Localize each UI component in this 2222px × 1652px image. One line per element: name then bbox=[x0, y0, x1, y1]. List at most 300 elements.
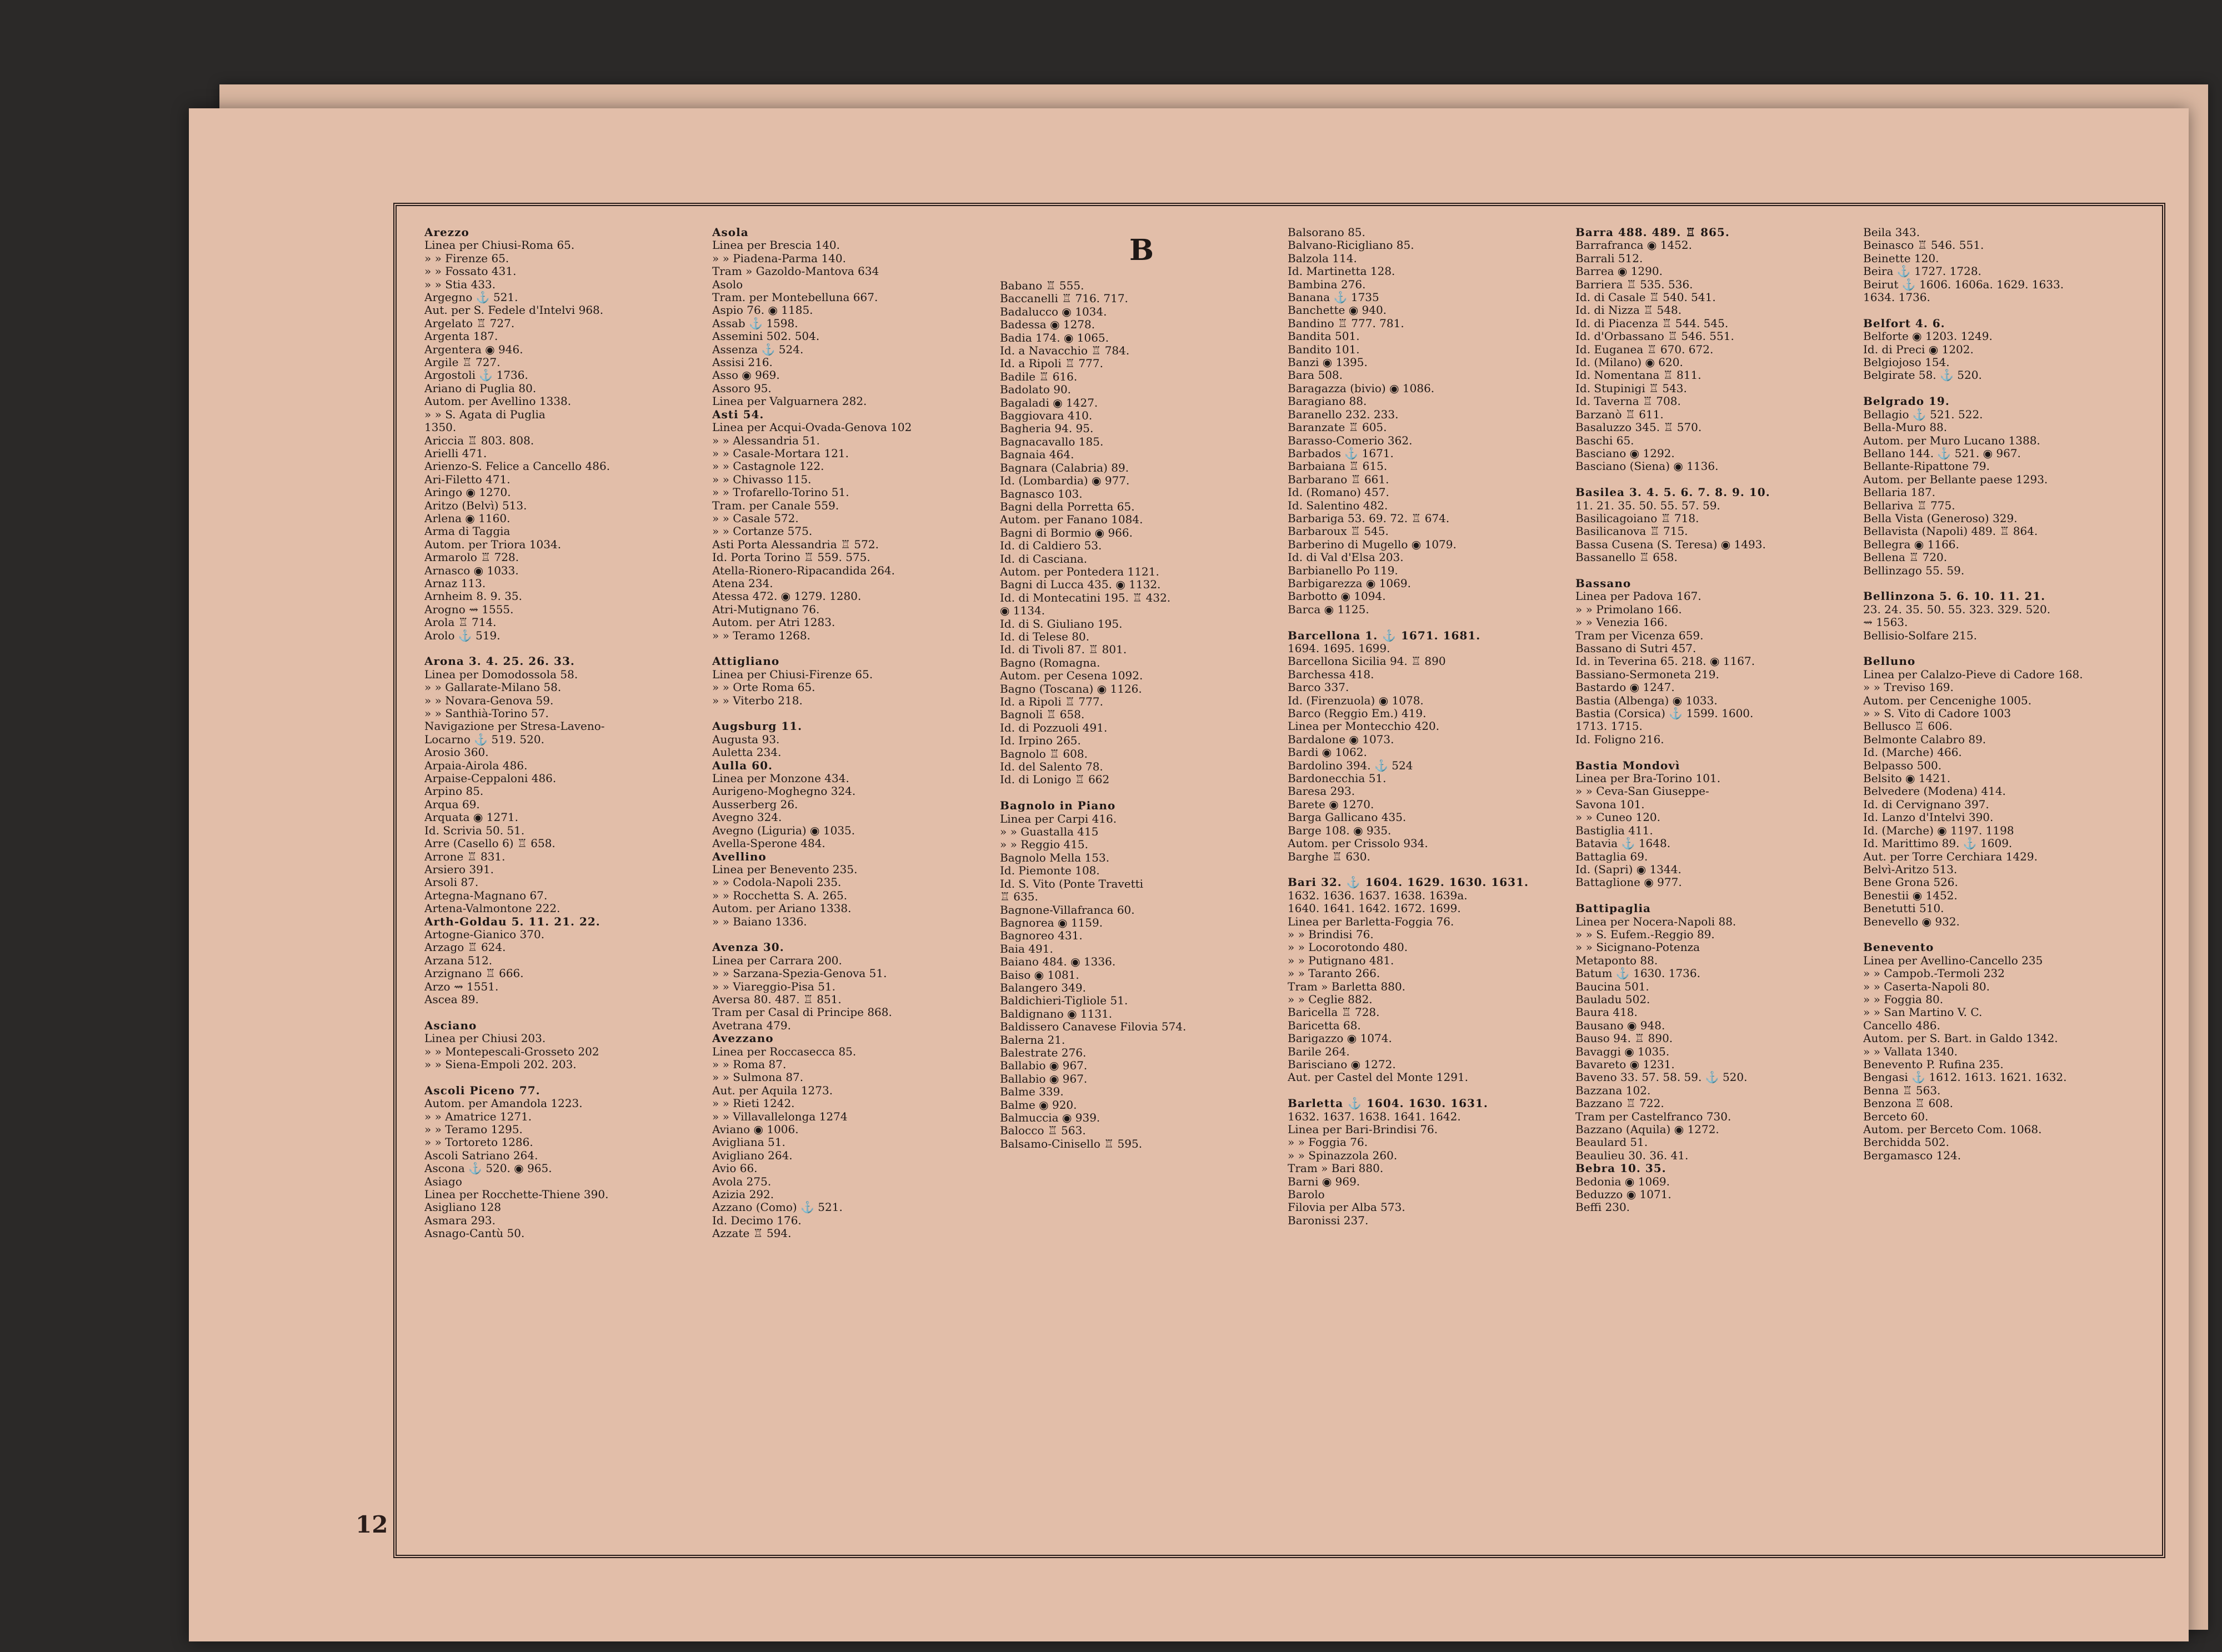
index-entry: Arosio 360. bbox=[424, 745, 489, 759]
index-entry: » » Campob.-Termoli 232 bbox=[1863, 967, 2005, 980]
index-entry: Bagnoli ♖ 658. bbox=[1000, 708, 1085, 722]
index-entry: » » Vallata 1340. bbox=[1863, 1044, 1958, 1058]
index-entry: Barbaroux ♖ 545. bbox=[1288, 524, 1389, 538]
index-entry: Bassanello ♖ 658. bbox=[1575, 550, 1678, 564]
index-entry: Balzola 114. bbox=[1288, 251, 1357, 265]
index-entry: Arpaise-Ceppaloni 486. bbox=[424, 772, 557, 785]
index-entry: » » Santhià-Torino 57. bbox=[424, 707, 549, 720]
index-heading: Augsburg 11. bbox=[712, 719, 803, 733]
index-entry: Arienzo-S. Felice a Cancello 486. bbox=[424, 459, 610, 473]
index-entry bbox=[1863, 928, 2146, 941]
index-entry: Babano ♖ 555. bbox=[1000, 279, 1084, 292]
index-entry: Banana ⚓ 1735 bbox=[1288, 291, 1379, 304]
index-entry: Assenza ⚓ 524. bbox=[712, 342, 804, 356]
index-entry: Barberino di Mugello ◉ 1079. bbox=[1288, 537, 1457, 551]
index-entry: Autom. per Fanano 1084. bbox=[1000, 513, 1143, 527]
index-entry: Bagaladi ◉ 1427. bbox=[1000, 396, 1098, 409]
index-entry: Arnheim 8. 9. 35. bbox=[424, 589, 523, 603]
index-heading: Asciano bbox=[424, 1018, 477, 1032]
index-entry: Belvedere (Modena) 414. bbox=[1863, 784, 2006, 798]
index-entry: Arzignano ♖ 666. bbox=[424, 967, 524, 980]
index-entry: » » Teramo 1295. bbox=[424, 1123, 523, 1137]
index-entry: Baccanelli ♖ 716. 717. bbox=[1000, 292, 1128, 306]
index-entry: Linea per Acqui-Ovada-Genova 102 bbox=[712, 420, 912, 434]
index-entry: Linea per Monzone 434. bbox=[712, 772, 849, 785]
index-entry: Balocco ♖ 563. bbox=[1000, 1124, 1086, 1138]
index-entry: Argelato ♖ 727. bbox=[424, 316, 515, 330]
index-entry: Tram per Vicenza 659. bbox=[1575, 628, 1704, 642]
index-entry: » » S. Vito di Cadore 1003 bbox=[1863, 707, 2011, 720]
index-entry: Id. di Piacenza ♖ 544. 545. bbox=[1575, 316, 1729, 330]
index-entry: Avegno 324. bbox=[712, 810, 782, 824]
index-heading: Arona 3. 4. 25. 26. 33. bbox=[424, 654, 575, 668]
index-entry: Atessa 472. ◉ 1279. 1280. bbox=[712, 589, 862, 603]
index-entry: Baranello 232. 233. bbox=[1288, 407, 1399, 421]
index-column-3 bbox=[1000, 226, 1283, 1554]
index-entry: Baricella ♖ 728. bbox=[1288, 1005, 1380, 1019]
index-entry: Barriera ♖ 535. 536. bbox=[1575, 277, 1693, 291]
index-entry: Metaponto 88. bbox=[1575, 953, 1658, 967]
index-entry: Baronissi 237. bbox=[1288, 1213, 1369, 1227]
index-entry bbox=[424, 1071, 708, 1084]
index-heading: Barletta ⚓ 1604. 1630. 1631. bbox=[1288, 1097, 1488, 1110]
index-entry: Asiago bbox=[424, 1174, 462, 1188]
index-entry: » » Trofarello-Torino 51. bbox=[712, 485, 849, 499]
index-entry: Beira ⚓ 1727. 1728. bbox=[1863, 264, 1981, 278]
index-entry: Baresa 293. bbox=[1288, 784, 1355, 798]
index-entry: Barzanò ♖ 611. bbox=[1575, 407, 1664, 421]
index-entry: Id. di Casciana. bbox=[1000, 552, 1088, 565]
index-entry: Baiso ◉ 1081. bbox=[1000, 968, 1079, 982]
index-entry: Benzona ♖ 608. bbox=[1863, 1097, 1953, 1110]
index-entry: Tram » Gazoldo-Mantova 634 bbox=[712, 264, 879, 278]
index-entry: Baragazza (bivio) ◉ 1086. bbox=[1288, 381, 1435, 395]
index-entry: Linea per Chiusi-Roma 65. bbox=[424, 238, 575, 252]
index-entry: Aurigeno-Moghegno 324. bbox=[712, 784, 856, 798]
index-entry: » » Montepescali-Grosseto 202 bbox=[424, 1044, 599, 1058]
index-entry: Linea per Calalzo-Pieve di Cadore 168. bbox=[1863, 667, 2083, 681]
index-entry: Bagnara (Calabria) 89. bbox=[1000, 460, 1129, 474]
index-entry: Id. Foligno 216. bbox=[1575, 732, 1664, 746]
index-entry: Barasso-Comerio 362. bbox=[1288, 433, 1413, 447]
index-entry: Belvì-Aritzo 513. bbox=[1863, 862, 1958, 876]
index-entry: Barbianello Po 119. bbox=[1288, 563, 1398, 577]
index-entry: Id. di Casale ♖ 540. 541. bbox=[1575, 291, 1716, 304]
index-entry: » » Codola-Napoli 235. bbox=[712, 875, 842, 889]
index-entry: Belgiojoso 154. bbox=[1863, 356, 1950, 369]
index-heading: Belfort 4. 6. bbox=[1863, 316, 1945, 330]
index-entry: ◉ 1134. bbox=[1000, 604, 1045, 618]
index-entry: Barcellona Sicilia 94. ♖ 890 bbox=[1288, 654, 1446, 668]
index-entry: Ascea 89. bbox=[424, 992, 479, 1006]
index-entry: » » Castagnole 122. bbox=[712, 459, 824, 473]
index-entry bbox=[1288, 863, 1571, 876]
index-entry: Bellinzago 55. 59. bbox=[1863, 563, 1965, 577]
index-entry: Id. di Cervignano 397. bbox=[1863, 797, 1989, 811]
index-entry: Tram. per Canale 559. bbox=[712, 498, 839, 512]
index-entry: Baggiovara 410. bbox=[1000, 409, 1093, 423]
index-entry: Id. (Lombardia) ◉ 977. bbox=[1000, 474, 1130, 488]
index-entry: Barbigarezza ◉ 1069. bbox=[1288, 576, 1411, 590]
index-entry: Basilicagoiano ♖ 718. bbox=[1575, 511, 1699, 525]
index-entry: Badessa ◉ 1278. bbox=[1000, 318, 1095, 332]
index-entry: Barchessa 418. bbox=[1288, 667, 1374, 681]
index-entry: Bagni di Bormio ◉ 966. bbox=[1000, 525, 1133, 539]
index-entry: Balsorano 85. bbox=[1288, 226, 1365, 239]
index-entry: Bergamasco 124. bbox=[1863, 1148, 1961, 1162]
index-entry: Linea per Carpi 416. bbox=[1000, 812, 1117, 825]
index-entry: Argenta 187. bbox=[424, 329, 498, 343]
index-heading: Avenza 30. bbox=[712, 940, 784, 954]
index-entry: » » Caserta-Napoli 80. bbox=[1863, 979, 1990, 993]
index-entry: Azzate ♖ 594. bbox=[712, 1227, 792, 1240]
index-heading: Bebra 10. 35. bbox=[1575, 1162, 1666, 1175]
index-entry: Ascoli Satriano 264. bbox=[424, 1148, 538, 1162]
index-entry: Autom. per Amandola 1223. bbox=[424, 1097, 583, 1110]
index-entry: Armarolo ♖ 728. bbox=[424, 550, 519, 564]
index-entry: Barca ◉ 1125. bbox=[1288, 602, 1369, 616]
index-entry: Baia 491. bbox=[1000, 942, 1053, 955]
index-entry: » » Putignano 481. bbox=[1288, 953, 1394, 967]
index-entry bbox=[424, 1006, 708, 1019]
index-entry: 1632. 1636. 1637. 1638. 1639a. bbox=[1288, 888, 1468, 902]
index-entry: » » Piadena-Parma 140. bbox=[712, 251, 846, 265]
index-entry: Baveno 33. 57. 58. 59. ⚓ 520. bbox=[1575, 1070, 1748, 1084]
index-entry: Bagnoreo 431. bbox=[1000, 929, 1083, 943]
index-entry: 1634. 1736. bbox=[1863, 291, 1930, 304]
index-entry: Barge 108. ◉ 935. bbox=[1288, 823, 1392, 837]
index-entry: Bavaggi ◉ 1035. bbox=[1575, 1044, 1670, 1058]
index-entry: Arzo ⇝ 1551. bbox=[424, 979, 499, 993]
index-entry: Barco 337. bbox=[1288, 680, 1349, 694]
index-entry bbox=[712, 928, 995, 941]
index-entry: Basaluzzo 345. ♖ 570. bbox=[1575, 420, 1702, 434]
index-entry: Id. di Preci ◉ 1202. bbox=[1863, 342, 1974, 356]
index-heading: Belluno bbox=[1863, 654, 1916, 668]
index-entry: Balmuccia ◉ 939. bbox=[1000, 1111, 1100, 1124]
index-entry: » » Foggia 76. bbox=[1288, 1135, 1368, 1149]
index-entry: » » Baiano 1336. bbox=[712, 914, 807, 928]
index-entry: Balme ◉ 920. bbox=[1000, 1098, 1077, 1112]
index-entry: Bandita 501. bbox=[1288, 329, 1360, 343]
index-entry: Baldignano ◉ 1131. bbox=[1000, 1007, 1113, 1020]
index-entry bbox=[1863, 382, 2146, 395]
index-entry: » » Cortanze 575. bbox=[712, 524, 813, 538]
index-entry: Id. di Telese 80. bbox=[1000, 629, 1090, 643]
index-entry: » » Foggia 80. bbox=[1863, 992, 1944, 1006]
index-entry: Id. Decimo 176. bbox=[712, 1213, 802, 1227]
index-entry: Id. di Nizza ♖ 548. bbox=[1575, 303, 1682, 317]
index-entry: Id. Piemonte 108. bbox=[1000, 864, 1100, 878]
index-entry: Id. Taverna ♖ 708. bbox=[1575, 394, 1681, 408]
index-entry: » » Chivasso 115. bbox=[712, 472, 812, 486]
index-entry: Arpino 85. bbox=[424, 784, 484, 798]
index-entry: Azizia 292. bbox=[712, 1188, 774, 1202]
index-entry: Bellena ♖ 720. bbox=[1863, 550, 1948, 564]
index-entry: » » Casale-Mortara 121. bbox=[712, 446, 849, 460]
index-entry: Belpasso 500. bbox=[1863, 758, 1942, 772]
index-entry: Id. di Val d'Elsa 203. bbox=[1288, 550, 1404, 564]
index-entry bbox=[1863, 577, 2146, 590]
index-entry: Id. a Navacchio ♖ 784. bbox=[1000, 344, 1130, 358]
index-entry: Beinette 120. bbox=[1863, 251, 1939, 265]
index-entry: Badolato 90. bbox=[1000, 383, 1072, 397]
index-entry: Basciano ◉ 1292. bbox=[1575, 446, 1675, 460]
index-entry: Berchidda 502. bbox=[1863, 1135, 1949, 1149]
index-entry: » » Guastalla 415 bbox=[1000, 825, 1099, 839]
index-entry: Aringo ◉ 1270. bbox=[424, 485, 511, 499]
index-entry: » » Taranto 266. bbox=[1288, 967, 1380, 980]
index-entry: » » Sicignano-Potenza bbox=[1575, 940, 1700, 954]
index-entry: » » Treviso 169. bbox=[1863, 680, 1954, 694]
index-entry: Beirut ⚓ 1606. 1606a. 1629. 1633. bbox=[1863, 277, 2064, 291]
index-entry: Bagnone-Villafranca 60. bbox=[1000, 903, 1135, 917]
index-entry: » » Stia 433. bbox=[424, 277, 496, 291]
index-entry: Beila 343. bbox=[1863, 226, 1920, 239]
index-frame bbox=[393, 203, 2165, 1558]
index-entry: Bellisio-Solfare 215. bbox=[1863, 628, 1977, 642]
index-heading: Arezzo bbox=[424, 226, 469, 239]
index-entry: Baschi 65. bbox=[1575, 433, 1634, 447]
index-entry: » » Teramo 1268. bbox=[712, 628, 810, 642]
index-heading: Barcellona 1. ⚓ 1671. 1681. bbox=[1288, 628, 1481, 642]
index-entry: Bagnolo Mella 153. bbox=[1000, 850, 1110, 864]
index-entry: Bassa Cusena (S. Teresa) ◉ 1493. bbox=[1575, 537, 1766, 551]
index-entry: Avella-Sperone 484. bbox=[712, 837, 825, 850]
index-entry: Bandino ♖ 777. 781. bbox=[1288, 316, 1404, 330]
index-entry: Id. (Milano) ◉ 620. bbox=[1575, 356, 1683, 369]
index-entry: » » Amatrice 1271. bbox=[424, 1109, 532, 1123]
index-heading: Ascoli Piceno 77. bbox=[424, 1083, 541, 1097]
index-entry: Tram per Castelfranco 730. bbox=[1575, 1109, 1731, 1123]
index-entry: » » Roma 87. bbox=[712, 1058, 787, 1071]
index-entry: Assisi 216. bbox=[712, 356, 773, 369]
index-entry: Linea per Montecchio 420. bbox=[1288, 719, 1440, 733]
index-entry: Id. (Marche) ◉ 1197. 1198 bbox=[1863, 823, 2014, 837]
index-entry: Arnaz 113. bbox=[424, 576, 486, 590]
index-entry bbox=[1575, 564, 1859, 577]
index-entry: Autom. per Bellante paese 1293. bbox=[1863, 472, 2048, 486]
index-entry bbox=[1288, 1084, 1571, 1097]
index-entry: Baragiano 88. bbox=[1288, 394, 1367, 408]
index-entry: Beaulard 51. bbox=[1575, 1135, 1648, 1149]
index-entry: Basilicanova ♖ 715. bbox=[1575, 524, 1688, 538]
index-entry: Barbaiana ♖ 615. bbox=[1288, 459, 1388, 473]
index-entry: Belmonte Calabro 89. bbox=[1863, 732, 1986, 746]
index-entry: Bella Vista (Generoso) 329. bbox=[1863, 511, 2018, 525]
index-entry: Barrali 512. bbox=[1575, 251, 1643, 265]
index-entry: Beffi 230. bbox=[1575, 1200, 1630, 1214]
index-entry: Barrafranca ◉ 1452. bbox=[1575, 238, 1692, 252]
index-entry: Autom. per Cesena 1092. bbox=[1000, 669, 1143, 683]
index-entry: Barbotto ◉ 1094. bbox=[1288, 589, 1386, 603]
index-entry: Barolo bbox=[1288, 1188, 1325, 1202]
index-entry: Id. a Ripoli ♖ 777. bbox=[1000, 357, 1103, 371]
index-entry: Tram per Casal di Principe 868. bbox=[712, 1005, 892, 1019]
index-entry: Autom. per Muro Lucano 1388. bbox=[1863, 433, 2040, 447]
index-entry: Navigazione per Stresa-Laveno- bbox=[424, 719, 605, 733]
index-entry: Bazzana 102. bbox=[1575, 1083, 1651, 1097]
index-entry: » » Viterbo 218. bbox=[712, 693, 803, 707]
index-entry bbox=[712, 707, 995, 720]
index-entry: Id. Stupinigi ♖ 543. bbox=[1575, 381, 1687, 395]
index-entry: » » Gallarate-Milano 58. bbox=[424, 680, 562, 694]
index-entry: Ausserberg 26. bbox=[712, 797, 798, 811]
index-entry: Argegno ⚓ 521. bbox=[424, 291, 518, 304]
index-entry: Ascona ⚓ 520. ◉ 965. bbox=[424, 1162, 552, 1175]
index-entry: Id. (Sapri) ◉ 1344. bbox=[1575, 862, 1681, 876]
index-entry: Bardonecchia 51. bbox=[1288, 772, 1387, 785]
index-entry: Assemini 502. 504. bbox=[712, 329, 820, 343]
index-heading: Bastia Mondovì bbox=[1575, 758, 1680, 772]
index-entry: Barbados ⚓ 1671. bbox=[1288, 446, 1394, 460]
index-heading: Barra 488. 489. ♖ 865. bbox=[1575, 226, 1730, 239]
index-entry: Id. Irpino 265. bbox=[1000, 734, 1081, 748]
index-entry: » » Casale 572. bbox=[712, 511, 799, 525]
index-entry: Batavia ⚓ 1648. bbox=[1575, 837, 1671, 850]
index-entry: 23. 24. 35. 50. 55. 323. 329. 520. bbox=[1863, 602, 2051, 616]
index-entry: Beaulieu 30. 36. 41. bbox=[1575, 1148, 1689, 1162]
index-entry bbox=[1575, 889, 1859, 902]
index-entry: Bagnacavallo 185. bbox=[1000, 434, 1104, 448]
index-entry: Bauso 94. ♖ 890. bbox=[1575, 1032, 1673, 1045]
index-entry: Baucina 501. bbox=[1575, 979, 1649, 993]
index-entry: Bastardo ◉ 1247. bbox=[1575, 680, 1675, 694]
index-entry: Linea per Nocera-Napoli 88. bbox=[1575, 914, 1736, 928]
index-entry: Linea per Brescia 140. bbox=[712, 238, 840, 252]
index-entry: Autom. per Berceto Com. 1068. bbox=[1863, 1123, 2042, 1137]
index-entry: Savona 101. bbox=[1575, 797, 1645, 811]
index-entry: » » S. Agata di Puglia bbox=[424, 407, 546, 421]
index-entry: Arrone ♖ 831. bbox=[424, 849, 506, 863]
index-entry: 1640. 1641. 1642. 1672. 1699. bbox=[1288, 902, 1461, 915]
index-entry: Asso ◉ 969. bbox=[712, 368, 780, 382]
index-entry: Beduzzo ◉ 1071. bbox=[1575, 1188, 1671, 1202]
index-entry: » » Venezia 166. bbox=[1575, 615, 1668, 629]
index-entry: 1694. 1695. 1699. bbox=[1288, 642, 1390, 655]
index-entry: Balestrate 276. bbox=[1000, 1045, 1087, 1059]
index-entry: Arsiero 391. bbox=[424, 862, 494, 876]
index-entry: Autom. per Crissolo 934. bbox=[1288, 837, 1428, 850]
index-entry: Balangero 349. bbox=[1000, 980, 1086, 994]
index-heading: Asola bbox=[712, 226, 749, 239]
index-entry: Linea per Bari-Brindisi 76. bbox=[1288, 1123, 1438, 1137]
index-entry: Atella-Rionero-Ripacandida 264. bbox=[712, 563, 895, 577]
index-entry: Autom. per Triora 1034. bbox=[424, 537, 562, 551]
index-entry: Id. Marittimo 89. ⚓ 1609. bbox=[1863, 837, 2013, 850]
index-entry: Bellariva ♖ 775. bbox=[1863, 498, 1955, 512]
index-entry: Id. di Tivoli 87. ♖ 801. bbox=[1000, 643, 1127, 657]
index-entry: Cancello 486. bbox=[1863, 1018, 1940, 1032]
index-entry: Bassiano-Sermoneta 219. bbox=[1575, 667, 1719, 681]
index-entry: » » Reggio 415. bbox=[1000, 838, 1089, 852]
index-heading: Avellino bbox=[712, 849, 767, 863]
index-entry: Bassano di Sutri 457. bbox=[1575, 642, 1696, 655]
index-entry: Artogne-Gianico 370. bbox=[424, 927, 545, 941]
index-entry: Bengasi ⚓ 1612. 1613. 1621. 1632. bbox=[1863, 1070, 2067, 1084]
index-entry: 1350. bbox=[424, 420, 457, 434]
index-entry bbox=[1000, 787, 1283, 799]
index-entry: Bausano ◉ 948. bbox=[1575, 1018, 1665, 1032]
index-entry: Id. di Montecatini 195. ♖ 432. bbox=[1000, 590, 1171, 604]
index-entry: Arzana 512. bbox=[424, 953, 493, 967]
index-entry: Barete ◉ 1270. bbox=[1288, 797, 1374, 811]
index-entry: Id. Euganea ♖ 670. 672. bbox=[1575, 342, 1714, 356]
index-entry: Baricetta 68. bbox=[1288, 1018, 1361, 1032]
index-entry: Bellante-Ripattone 79. bbox=[1863, 459, 1990, 473]
index-entry: ⇝ 1563. bbox=[1863, 615, 1908, 629]
index-entry: ♖ 635. bbox=[1000, 890, 1038, 904]
index-entry: Banchette ◉ 940. bbox=[1288, 303, 1387, 317]
index-entry: Linea per Padova 167. bbox=[1575, 589, 1701, 603]
index-entry: Berceto 60. bbox=[1863, 1109, 1929, 1123]
index-entry: Ballabio ◉ 967. bbox=[1000, 1072, 1088, 1085]
index-entry: Arola ♖ 714. bbox=[424, 615, 497, 629]
index-entry: Bardi ◉ 1062. bbox=[1288, 745, 1367, 759]
section-letter: B bbox=[1129, 233, 1154, 267]
index-entry: » » Cuneo 120. bbox=[1575, 810, 1661, 824]
index-entry: Argostoli ⚓ 1736. bbox=[424, 368, 528, 382]
index-entry: Benetutti 510. bbox=[1863, 902, 1944, 915]
index-entry: » » Brindisi 76. bbox=[1288, 927, 1374, 941]
index-entry: Linea per Bra-Torino 101. bbox=[1575, 772, 1721, 785]
index-entry: Linea per Chiusi-Firenze 65. bbox=[712, 667, 873, 681]
index-heading: Aulla 60. bbox=[712, 758, 773, 772]
index-entry: Id. Scrivia 50. 51. bbox=[424, 823, 525, 837]
index-entry: 1713. 1715. bbox=[1575, 719, 1643, 733]
index-entry: Aut. per Torre Cerchiara 1429. bbox=[1863, 849, 2038, 863]
index-entry: Baura 418. bbox=[1575, 1005, 1638, 1019]
index-entry bbox=[424, 642, 708, 655]
index-entry: » » Firenze 65. bbox=[424, 251, 509, 265]
index-entry bbox=[712, 642, 995, 655]
index-entry: Atena 234. bbox=[712, 576, 773, 590]
index-entry: Balvano-Ricigliano 85. bbox=[1288, 238, 1414, 252]
index-entry: Id. a Ripoli ♖ 777. bbox=[1000, 695, 1103, 708]
index-entry bbox=[1575, 746, 1859, 759]
index-entry: Avigliano 264. bbox=[712, 1148, 793, 1162]
index-heading: Bellinzona 5. 6. 10. 11. 21. bbox=[1863, 589, 2046, 603]
index-entry: Arpaia-Airola 486. bbox=[424, 758, 528, 772]
index-entry: Benna ♖ 563. bbox=[1863, 1083, 1941, 1097]
index-entry: Ariano di Puglia 80. bbox=[424, 381, 537, 395]
index-column-4 bbox=[1288, 226, 1571, 1554]
index-entry: » » Fossato 431. bbox=[424, 264, 517, 278]
index-heading: Benevento bbox=[1863, 940, 1934, 954]
index-heading: Basilea 3. 4. 5. 6. 7. 8. 9. 10. bbox=[1575, 485, 1770, 499]
index-heading: Belgrado 19. bbox=[1863, 394, 1950, 408]
index-entry: » » Tortoreto 1286. bbox=[424, 1135, 533, 1149]
index-page bbox=[189, 108, 2189, 1641]
index-entry: Bedonia ◉ 1069. bbox=[1575, 1174, 1670, 1188]
index-entry: Artegna-Magnano 67. bbox=[424, 888, 548, 902]
index-entry: Barisciano ◉ 1272. bbox=[1288, 1058, 1396, 1071]
index-heading: Attigliano bbox=[712, 654, 780, 668]
index-entry: » » Orte Roma 65. bbox=[712, 680, 815, 694]
index-entry: Autom. per Ariano 1338. bbox=[712, 902, 852, 915]
index-entry: Asnago-Cantù 50. bbox=[424, 1227, 525, 1240]
index-entry: Bellagio ⚓ 521. 522. bbox=[1863, 407, 1983, 421]
index-entry: Arqua 69. bbox=[424, 797, 480, 811]
index-entry: Benevento P. Rufina 235. bbox=[1863, 1058, 2004, 1071]
index-entry: Barigazzo ◉ 1074. bbox=[1288, 1032, 1392, 1045]
index-entry: Id. (Marche) 466. bbox=[1863, 745, 1962, 759]
index-entry: Assoro 95. bbox=[712, 381, 772, 395]
index-entry: Aritzo (Belvì) 513. bbox=[424, 498, 527, 512]
index-entry: Ariccia ♖ 803. 808. bbox=[424, 433, 534, 447]
index-entry: Linea per Roccasecca 85. bbox=[712, 1044, 857, 1058]
index-entry: » » Rocchetta S. A. 265. bbox=[712, 888, 848, 902]
